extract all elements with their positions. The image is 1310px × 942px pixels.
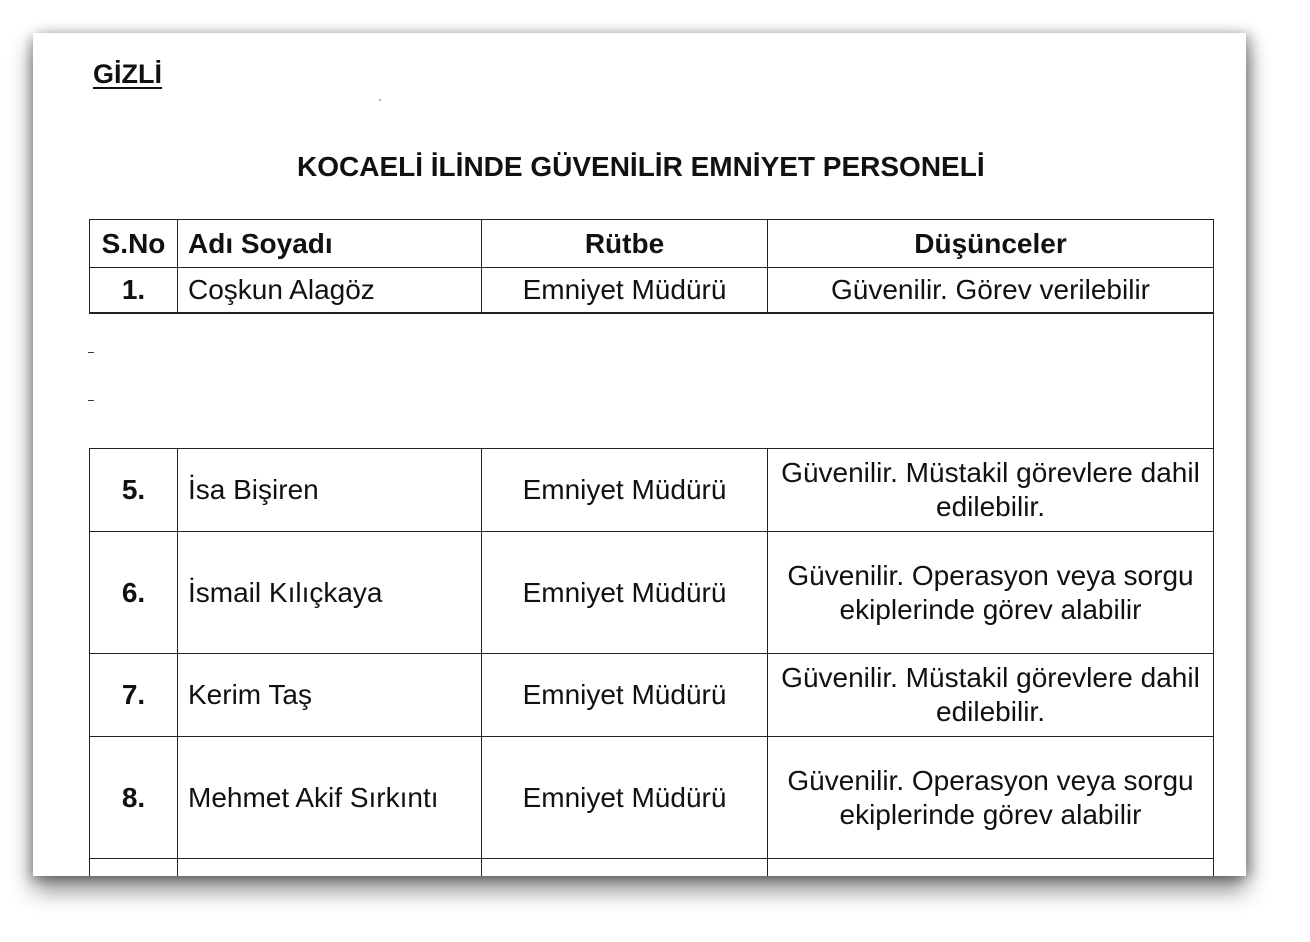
table-row	[90, 449, 1214, 532]
row-notes: Güvenilir. Operasyon veya sorgu ekiplerinde görev alabilir	[768, 532, 1214, 654]
row-name: İsmail Kılıçkaya	[178, 532, 482, 654]
row-notes: Güvenilir. Görev verilebilir	[768, 268, 1214, 313]
row-rank: Emniyet Müdürü	[482, 532, 768, 654]
row-rank: Emniyet Müdürü	[482, 449, 768, 532]
header-no: S.No	[90, 220, 178, 268]
document-title: KOCAELİ İLİNDE GÜVENİLİR EMNİYET PERSONELİ	[297, 151, 985, 182]
header-rank: Rütbe	[482, 220, 768, 268]
row-notes: Güvenilir. Müstakil görevlere dahil edilebilir.	[768, 654, 1214, 737]
scan-speck	[379, 99, 381, 101]
row-notes: Güvenilir. Müstakil görevlere dahil edilebilir.	[768, 449, 1214, 532]
personnel-table	[89, 219, 1214, 876]
table-row	[90, 268, 1214, 313]
row-number: 6.	[90, 532, 178, 654]
row-number: 1.	[90, 268, 178, 313]
row-number: 8.	[90, 737, 178, 859]
row-number-cut	[90, 859, 178, 877]
table-header-row	[90, 220, 1214, 268]
header-notes: Düşünceler	[768, 220, 1214, 268]
classification-label: GİZLİ	[93, 59, 162, 89]
row-number: 5.	[90, 449, 178, 532]
row-rank: Emniyet Müdürü	[482, 737, 768, 859]
row-notes-cut	[768, 859, 1214, 877]
scan-mark	[88, 352, 94, 354]
table-row	[90, 737, 1214, 859]
table-row	[90, 532, 1214, 654]
row-name-cut	[178, 859, 482, 877]
table-row-cut-off	[90, 859, 1214, 877]
redacted-region	[90, 313, 1214, 449]
row-name: Mehmet Akif Sırkıntı	[178, 737, 482, 859]
row-name: İsa Bişiren	[178, 449, 482, 532]
row-number: 7.	[90, 654, 178, 737]
table-row	[90, 654, 1214, 737]
header-name: Adı Soyadı	[178, 220, 482, 268]
row-name: Coşkun Alagöz	[178, 268, 482, 313]
scan-mark	[88, 400, 94, 402]
row-rank: Emniyet Müdürü	[482, 654, 768, 737]
document-page	[33, 33, 1246, 876]
row-rank: Emniyet Müdürü	[482, 268, 768, 313]
row-name: Kerim Taş	[178, 654, 482, 737]
row-notes: Güvenilir. Operasyon veya sorgu ekiplerinde görev alabilir	[768, 737, 1214, 859]
row-rank-cut	[482, 859, 768, 877]
redacted-cell	[90, 313, 1214, 449]
